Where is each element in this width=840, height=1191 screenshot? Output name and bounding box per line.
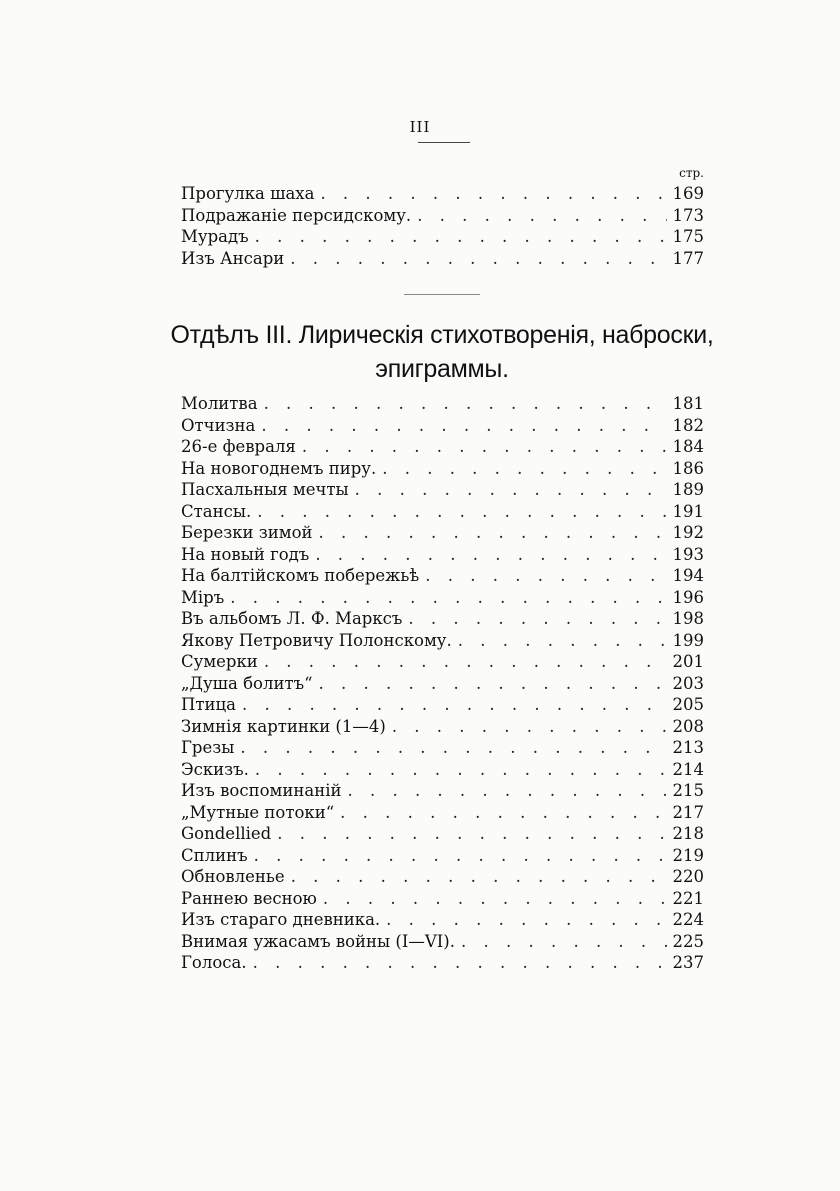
dot-leader — [290, 249, 666, 268]
dot-leader — [261, 416, 666, 435]
toc-entry-title: Зимнія картинки (1—4) — [181, 716, 386, 736]
dot-leader — [392, 717, 667, 736]
toc-entry-page: 218 — [672, 824, 704, 843]
page-column-header: стр. — [679, 166, 704, 180]
toc-entry-title: Мурадъ — [181, 227, 249, 246]
dot-leader — [264, 652, 667, 671]
dot-leader — [319, 674, 667, 693]
toc-entry — [181, 717, 704, 739]
toc-entry-title: Молитва — [181, 394, 258, 413]
toc-entry-page: 181 — [672, 394, 704, 413]
toc-entry-page: 198 — [672, 609, 704, 628]
dot-leader — [277, 824, 666, 843]
toc-entry-title: Подражаніе персидскому. — [181, 205, 412, 225]
dot-leader — [323, 889, 667, 908]
toc-entry-page: 182 — [672, 415, 704, 435]
toc-entry-title: Отчизна — [181, 415, 256, 435]
toc-entry — [181, 738, 704, 760]
dot-leader — [291, 867, 667, 886]
dot-leader — [240, 738, 666, 757]
dot-leader — [254, 846, 667, 865]
toc-entry-page: 237 — [672, 953, 704, 972]
dot-leader — [230, 588, 666, 607]
toc-entry-page: 194 — [672, 566, 704, 585]
toc-entry — [181, 206, 704, 228]
dot-leader — [408, 609, 666, 628]
toc-entry — [181, 545, 704, 567]
dot-leader — [425, 566, 666, 585]
dot-leader — [302, 437, 667, 456]
dot-leader — [315, 545, 666, 564]
toc-entry-title: Изъ воспоминаній — [181, 781, 342, 800]
toc-entry-title: На балтійскомъ побережьѣ — [181, 566, 420, 585]
dot-leader — [320, 184, 666, 203]
toc-entry — [181, 674, 704, 696]
toc-entry-title: „Душа болитъ“ — [181, 673, 313, 693]
toc-entry — [181, 416, 704, 438]
toc-entry-page: 189 — [672, 480, 704, 499]
toc-entry-title: Эскизъ. — [181, 759, 249, 779]
toc-entry-title: Голоса. — [181, 953, 247, 972]
toc-entry-page: 205 — [672, 695, 704, 714]
toc-entry-title: Прогулка шаха — [181, 184, 315, 203]
dot-leader — [386, 910, 666, 929]
toc-entry-page: 221 — [672, 888, 704, 908]
toc-entry — [181, 631, 704, 653]
section-divider — [404, 294, 480, 295]
toc-entry — [181, 846, 704, 868]
toc-list-section-3 — [181, 394, 704, 975]
dot-leader — [319, 523, 667, 542]
dot-leader — [253, 953, 667, 972]
toc-entry-page: 193 — [672, 544, 704, 564]
toc-entry-title: Обновленье — [181, 867, 285, 886]
toc-entry — [181, 652, 704, 674]
toc-entry-page: 192 — [672, 523, 704, 542]
toc-entry-title: Въ альбомъ Л. Ф. Марксъ — [181, 609, 403, 628]
toc-entry-page: 201 — [672, 652, 704, 671]
toc-entry-page: 203 — [672, 673, 704, 693]
toc-entry-page: 208 — [672, 716, 704, 736]
toc-entry-page: 191 — [672, 501, 704, 521]
page-number: III — [409, 118, 431, 136]
toc-entry — [181, 803, 704, 825]
toc-entry — [181, 910, 704, 932]
toc-entry-title: Изъ стараго дневника. — [181, 910, 381, 929]
toc-entry-page: 199 — [672, 630, 704, 650]
toc-entry-title: Пасхальныя мечты — [181, 480, 349, 499]
toc-entry — [181, 480, 704, 502]
toc-entry — [181, 781, 704, 803]
toc-entry-page: 169 — [672, 184, 704, 203]
toc-entry-page: 225 — [672, 931, 704, 951]
toc-entry-page: 173 — [672, 205, 704, 225]
dot-leader — [257, 502, 666, 521]
toc-entry-title: Березки зимой — [181, 523, 313, 542]
toc-entry — [181, 867, 704, 889]
toc-entry — [181, 609, 704, 631]
toc-entry-title: Міръ — [181, 587, 225, 607]
toc-entry-title: Сплинъ — [181, 845, 248, 865]
toc-entry-title: Изъ Ансари — [181, 248, 285, 268]
toc-entry-page: 217 — [672, 802, 704, 822]
toc-list-continued — [181, 184, 704, 270]
toc-entry-title: Раннею весною — [181, 888, 317, 908]
toc-entry-title: Стансы. — [181, 501, 252, 521]
section-heading: Отдѣлъ III. Лирическія стихотворенія, наброски, эпиграммы. — [170, 321, 714, 383]
dot-leader — [355, 480, 667, 499]
toc-entry-title: Сумерки — [181, 652, 258, 671]
toc-entry-title: Gondellied — [181, 824, 272, 843]
toc-entry-title: На новый годъ — [181, 544, 310, 564]
dot-leader — [458, 631, 667, 650]
dot-leader — [255, 227, 667, 246]
toc-entry — [181, 695, 704, 717]
toc-entry — [181, 227, 704, 249]
toc-entry-page: 186 — [672, 458, 704, 478]
toc-entry — [181, 184, 704, 206]
toc-entry-page: 220 — [672, 867, 704, 886]
dot-leader — [242, 695, 667, 714]
toc-entry — [181, 824, 704, 846]
toc-entry — [181, 394, 704, 416]
dot-leader — [461, 932, 667, 951]
toc-entry — [181, 523, 704, 545]
dot-leader — [255, 760, 667, 779]
toc-entry-page: 175 — [672, 227, 704, 246]
toc-entry-page: 213 — [672, 738, 704, 757]
dot-leader — [347, 781, 666, 800]
dot-leader — [382, 459, 666, 478]
toc-entry — [181, 459, 704, 481]
toc-entry-page: 224 — [672, 910, 704, 929]
toc-entry-title: Внимая ужасамъ войны (I—VI). — [181, 931, 455, 951]
toc-entry — [181, 588, 704, 610]
toc-entry-title: 26-е февраля — [181, 437, 296, 456]
toc-entry — [181, 760, 704, 782]
toc-entry-title: „Мутные потоки“ — [181, 802, 335, 822]
toc-entry-title: Грезы — [181, 738, 235, 757]
toc-entry-page: 177 — [672, 248, 704, 268]
dot-leader — [417, 206, 666, 225]
toc-entry — [181, 437, 704, 459]
toc-entry — [181, 932, 704, 954]
toc-entry — [181, 502, 704, 524]
toc-entry-page: 214 — [672, 759, 704, 779]
toc-entry-title: На новогоднемъ пиру. — [181, 458, 377, 478]
dot-leader — [340, 803, 666, 822]
toc-entry-page: 215 — [672, 781, 704, 800]
toc-entry-page: 184 — [672, 437, 704, 456]
toc-entry-title: Якову Петровичу Полонскому. — [181, 630, 452, 650]
toc-entry-page: 196 — [672, 587, 704, 607]
toc-entry-title: Птица — [181, 695, 236, 714]
toc-entry — [181, 249, 704, 271]
toc-entry — [181, 566, 704, 588]
toc-entry-page: 219 — [672, 845, 704, 865]
toc-entry — [181, 953, 704, 975]
dot-leader — [264, 394, 667, 413]
toc-entry — [181, 889, 704, 911]
header-rule — [418, 142, 470, 143]
